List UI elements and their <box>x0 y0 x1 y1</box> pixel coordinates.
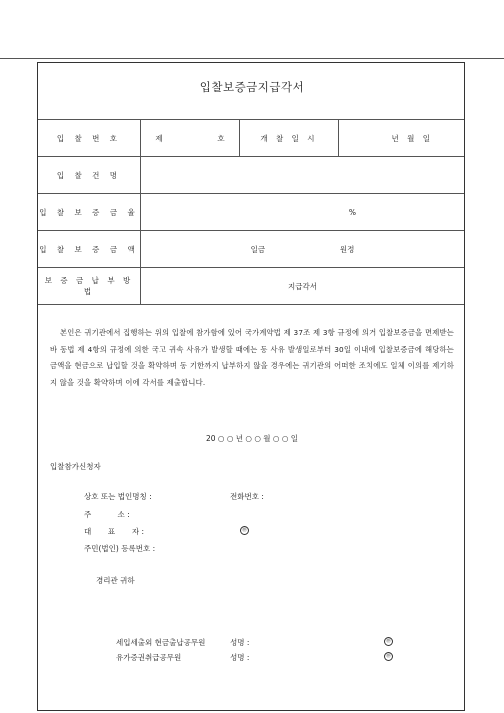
document-title: 입찰보증금지급각서 <box>199 80 305 94</box>
applicant-label: 입찰참가신청자 <box>50 462 101 471</box>
bid-date-value[interactable]: 년 월 일 <box>339 120 465 157</box>
bid-no-suffix: 호 <box>217 133 225 143</box>
bid-name-value[interactable] <box>141 157 465 194</box>
bid-date-label: 개 찰 일 시 <box>240 120 339 157</box>
registration-no-label: 주민(법인) 등록번호 : <box>84 544 156 553</box>
bid-no-label: 입 찰 번 호 <box>38 120 141 157</box>
table-row <box>38 231 464 268</box>
top-rule <box>0 58 504 59</box>
table-row <box>38 194 464 231</box>
bid-info-table <box>38 119 464 305</box>
officer2-title: 유가증권취급공무원 <box>116 653 182 662</box>
address-label: 주 소 : <box>84 510 130 519</box>
table-row <box>38 157 464 194</box>
table-row <box>38 268 464 305</box>
bid-no-value[interactable] <box>141 120 240 157</box>
addressee: 경리관 귀하 <box>96 576 135 585</box>
seal-icon: ㊞ <box>385 638 391 644</box>
seal-icon: ㊞ <box>241 527 247 533</box>
bid-no-prefix: 제 <box>155 133 163 143</box>
pledge-body: 본인은 귀기관에서 집행하는 위의 입찰에 참가함에 있어 국가계약법 제 37조 제 3항 규정에 의거 입찰보증금을 면제받는바 동법 제 4항의 규정에 의한 국고 귀속 사유가 발생할 때에는 동 사유 발생일로부터 30일 이내에 입찰보증금에 해당하는 금액을 현금으로 납입할 것을 확약하며 동 기한까지 납부하지 않을 경우에는 귀기관의 어떠한 조치에도 일체 이의를 제기하지 않을 것을 확약하며 이에 각서를 제출합니다. <box>50 328 454 387</box>
rate-value[interactable]: % <box>141 194 465 231</box>
table-row <box>38 120 464 157</box>
amount-value[interactable] <box>141 231 465 268</box>
rate-label: 입 찰 보 증 금 율 <box>38 194 141 231</box>
method-label: 보 증 금 납 부 방 법 <box>38 268 141 305</box>
officer1-title: 세입세출외 현금출납공무원 <box>116 638 206 647</box>
seal-icon: ㊞ <box>385 653 391 659</box>
document-frame <box>37 62 465 711</box>
amount-prefix: 일금 <box>250 244 266 254</box>
phone-label: 전화번호 : <box>230 492 264 501</box>
company-label: 상호 또는 법인명칭 : <box>84 492 152 501</box>
officer2-sign-label: 성명 : <box>230 653 250 662</box>
representative-label: 대 표 자 : <box>84 527 145 536</box>
amount-label: 입 찰 보 증 금 액 <box>38 231 141 268</box>
bid-name-label: 입 찰 건 명 <box>38 157 141 194</box>
amount-suffix: 원정 <box>339 244 355 254</box>
method-value[interactable]: 지급각서 <box>141 268 465 305</box>
officer1-sign-label: 성명 : <box>230 638 250 647</box>
date-line: 20 ○ ○ 년 ○ ○ 월 ○ ○ 일 <box>206 434 298 443</box>
